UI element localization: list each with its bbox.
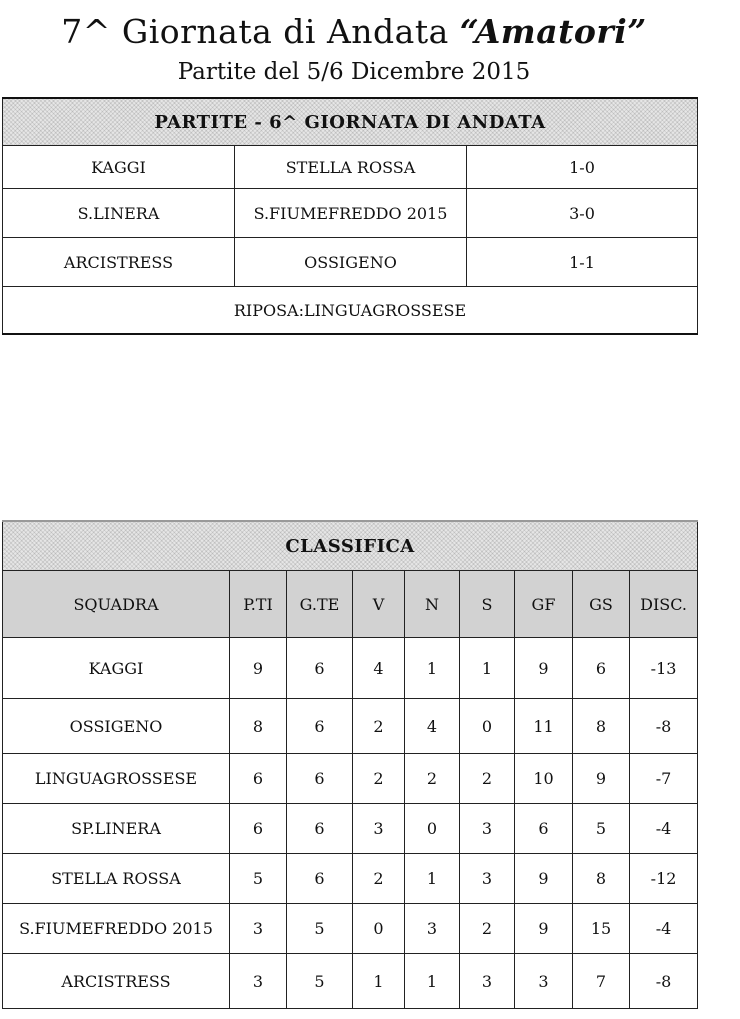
match-home-team: S.LINERA — [3, 189, 235, 238]
wins: 2 — [353, 699, 405, 754]
games-played: 6 — [287, 754, 353, 804]
draws: 2 — [405, 754, 460, 804]
table-row — [3, 854, 698, 904]
discipline: -12 — [630, 854, 698, 904]
title-main: 7^ Giornata di Andata — [61, 12, 460, 51]
matches-table — [2, 97, 698, 335]
match-row — [3, 189, 698, 238]
goals-for: 9 — [515, 638, 573, 699]
points: 8 — [230, 699, 287, 754]
column-header: SQUADRA — [3, 571, 230, 638]
column-header: N — [405, 571, 460, 638]
match-score: 1-1 — [467, 238, 698, 287]
points: 3 — [230, 904, 287, 954]
losses: 0 — [460, 699, 515, 754]
team-name: SP.LINERA — [3, 804, 230, 854]
games-played: 6 — [287, 804, 353, 854]
goals-for: 9 — [515, 854, 573, 904]
match-away-team: S.FIUMEFREDDO 2015 — [235, 189, 467, 238]
match-row — [3, 146, 698, 189]
points: 6 — [230, 804, 287, 854]
wins: 2 — [353, 854, 405, 904]
draws: 3 — [405, 904, 460, 954]
column-header: G.TE — [287, 571, 353, 638]
goals-against: 8 — [573, 699, 630, 754]
table-row — [3, 954, 698, 1009]
discipline: -4 — [630, 904, 698, 954]
standings-table — [2, 520, 698, 1009]
column-header: S — [460, 571, 515, 638]
team-name: KAGGI — [3, 638, 230, 699]
page-subtitle: Partite del 5/6 Dicembre 2015 — [177, 59, 531, 85]
team-name: OSSIGENO — [3, 699, 230, 754]
losses: 2 — [460, 904, 515, 954]
points: 6 — [230, 754, 287, 804]
points: 3 — [230, 954, 287, 1009]
standings-heading: CLASSIFICA — [3, 521, 698, 571]
title-emphasis: “Amatori” — [459, 12, 647, 51]
wins: 4 — [353, 638, 405, 699]
goals-for: 10 — [515, 754, 573, 804]
team-name: S.FIUMEFREDDO 2015 — [3, 904, 230, 954]
points: 9 — [230, 638, 287, 699]
match-home-team: ARCISTRESS — [3, 238, 235, 287]
goals-against: 7 — [573, 954, 630, 1009]
games-played: 6 — [287, 699, 353, 754]
goals-for: 6 — [515, 804, 573, 854]
match-away-team: OSSIGENO — [235, 238, 467, 287]
draws: 1 — [405, 854, 460, 904]
discipline: -7 — [630, 754, 698, 804]
losses: 3 — [460, 954, 515, 1009]
table-row — [3, 904, 698, 954]
column-header: P.TI — [230, 571, 287, 638]
standings-header-row — [3, 571, 698, 638]
losses: 3 — [460, 854, 515, 904]
goals-against: 8 — [573, 854, 630, 904]
games-played: 6 — [287, 638, 353, 699]
match-score: 3-0 — [467, 189, 698, 238]
column-header: V — [353, 571, 405, 638]
matches-heading: PARTITE - 6^ GIORNATA DI ANDATA — [3, 98, 698, 146]
table-row — [3, 804, 698, 854]
goals-against: 9 — [573, 754, 630, 804]
table-row — [3, 699, 698, 754]
match-row — [3, 238, 698, 287]
goals-for: 9 — [515, 904, 573, 954]
draws: 1 — [405, 954, 460, 1009]
team-name: ARCISTRESS — [3, 954, 230, 1009]
page-title — [0, 10, 708, 54]
goals-against: 5 — [573, 804, 630, 854]
goals-for: 3 — [515, 954, 573, 1009]
table-row — [3, 638, 698, 699]
games-played: 6 — [287, 854, 353, 904]
goals-for: 11 — [515, 699, 573, 754]
team-name: STELLA ROSSA — [3, 854, 230, 904]
wins: 1 — [353, 954, 405, 1009]
games-played: 5 — [287, 954, 353, 1009]
games-played: 5 — [287, 904, 353, 954]
goals-against: 15 — [573, 904, 630, 954]
discipline: -8 — [630, 699, 698, 754]
team-name: LINGUAGROSSESE — [3, 754, 230, 804]
match-score: 1-0 — [467, 146, 698, 189]
wins: 3 — [353, 804, 405, 854]
table-row — [3, 754, 698, 804]
discipline: -8 — [630, 954, 698, 1009]
wins: 2 — [353, 754, 405, 804]
draws: 4 — [405, 699, 460, 754]
discipline: -4 — [630, 804, 698, 854]
wins: 0 — [353, 904, 405, 954]
match-away-team: STELLA ROSSA — [235, 146, 467, 189]
column-header: GS — [573, 571, 630, 638]
losses: 1 — [460, 638, 515, 699]
losses: 3 — [460, 804, 515, 854]
losses: 2 — [460, 754, 515, 804]
points: 5 — [230, 854, 287, 904]
draws: 1 — [405, 638, 460, 699]
discipline: -13 — [630, 638, 698, 699]
match-home-team: KAGGI — [3, 146, 235, 189]
goals-against: 6 — [573, 638, 630, 699]
column-header: DISC. — [630, 571, 698, 638]
draws: 0 — [405, 804, 460, 854]
resting-team: RIPOSA:LINGUAGROSSESE — [3, 287, 698, 335]
column-header: GF — [515, 571, 573, 638]
